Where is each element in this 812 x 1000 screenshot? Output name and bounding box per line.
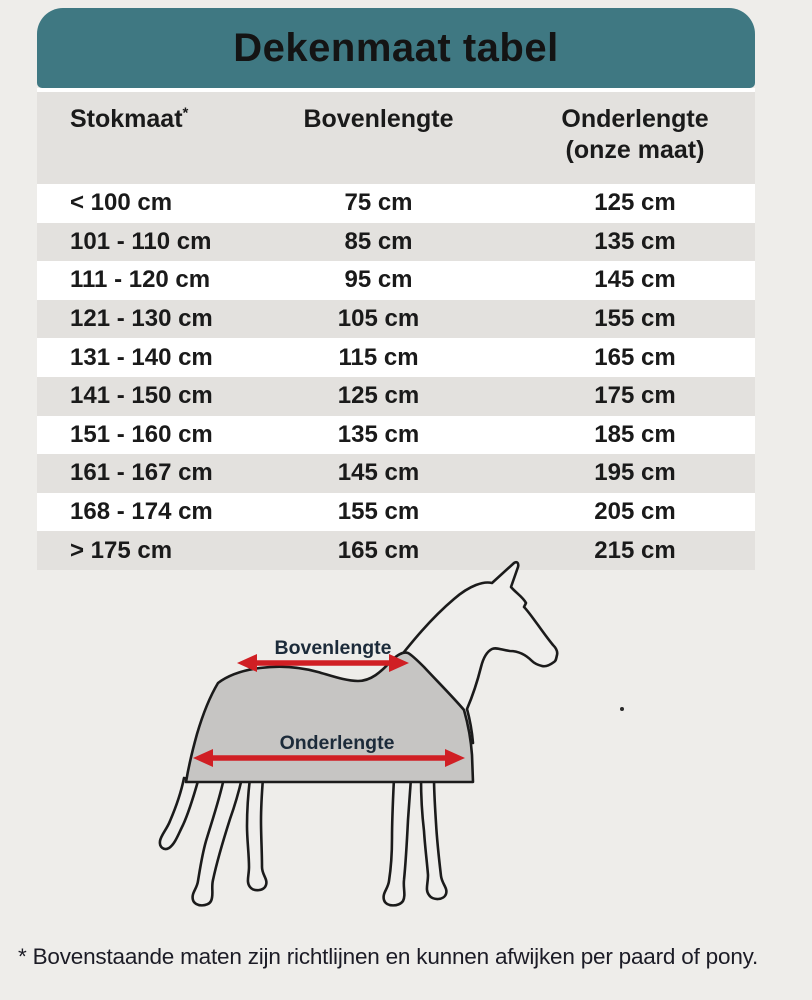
column-header-onderlengte [515,92,755,184]
table-cell: 151 - 160 cm [70,420,213,448]
horse-front-leg-far [421,778,446,899]
table-cell: 205 cm [594,498,676,526]
table-cell: 115 cm [338,343,419,371]
table-row [37,454,755,493]
footnote-marker: * [182,104,189,122]
table-cell: 101 - 110 cm [70,227,212,255]
table-cell: 165 cm [337,536,420,564]
table-row [37,223,755,262]
column-label: Onderlengte [561,105,709,133]
blanket-shape [186,653,473,782]
table-cell: < 100 cm [70,189,173,217]
table-header-row [37,92,755,184]
table-cell: 111 - 120 cm [70,266,211,294]
column-header-bovenlengte [242,92,515,184]
footnote: * Bovenstaande maten zijn richtlijnen en kunnen afwijken per paard of pony. [18,944,759,969]
bottom-arrow-label: Onderlengte [279,732,395,754]
table-cell: 121 - 130 cm [70,305,213,333]
table-cell: > 175 cm [70,536,173,564]
table-cell: 165 cm [594,343,676,371]
table-cell: 155 cm [337,498,420,526]
table-cell: 145 cm [337,459,420,487]
column-sublabel: (onze maat) [565,136,705,164]
table-row [37,184,755,223]
table-cell: 215 cm [594,536,676,564]
table-row [37,416,755,455]
table-cell: 145 cm [594,266,676,294]
table-cell: 155 cm [594,305,676,333]
horse-hind-leg-near [193,778,242,905]
table-cell: 135 cm [594,227,676,255]
top-arrow-label: Bovenlengte [274,637,392,659]
table-cell: 125 cm [594,189,676,217]
table-cell: 105 cm [337,305,420,333]
page-title: Dekenmaat tabel [233,25,559,70]
table-cell: 135 cm [337,420,420,448]
column-label: Stokmaat [70,105,183,133]
column-header-stokmaat [37,92,242,184]
table-row [37,377,755,416]
table-cell: 75 cm [344,189,413,217]
table-cell: 185 cm [594,420,676,448]
table-cell: 175 cm [594,382,676,410]
table-cell: 125 cm [337,382,420,410]
ink-dot [620,707,624,711]
table-cell: 95 cm [344,266,413,294]
horse-diagram [140,555,700,935]
table-cell: 85 cm [344,227,413,255]
table-cell: 161 - 167 cm [70,459,213,487]
table-cell: 131 - 140 cm [70,343,213,371]
title-bar [37,8,755,88]
table-row [37,338,755,377]
size-table-body [37,184,755,570]
column-label: Bovenlengte [303,105,454,133]
table-cell: 141 - 150 cm [70,382,213,410]
size-table [37,92,755,570]
horse-front-leg-near [384,778,411,905]
table-cell: 195 cm [594,459,676,487]
table-cell: 168 - 174 cm [70,498,213,526]
table-row [37,493,755,532]
table-row [37,261,755,300]
horse-hind-leg-raised [160,778,198,849]
table-row [37,300,755,339]
horse-hind-leg-far [247,778,266,890]
